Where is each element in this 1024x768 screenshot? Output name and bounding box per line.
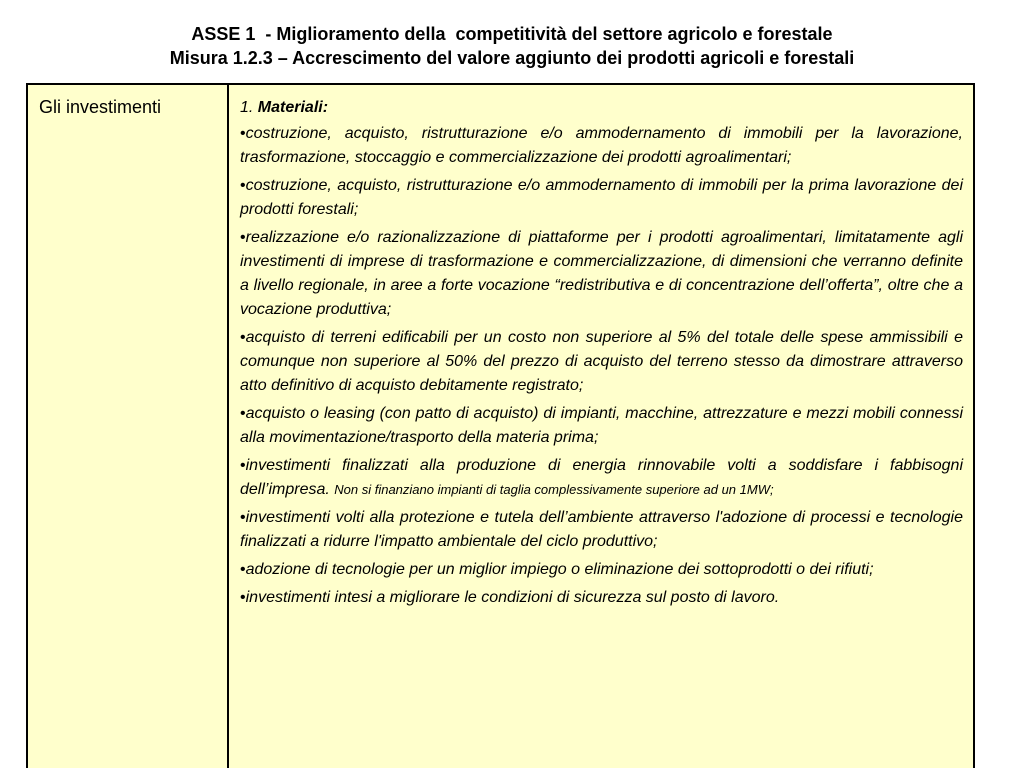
content-table [26, 83, 975, 768]
list-item-text: costruzione, acquisto, ristrutturazione e/o ammodernamento di immobili per la lavorazione, trasformazione, stoccaggio e commercializzazione dei prodotti agroalimentari; [240, 125, 963, 166]
title-line-2: Misura 1.2.3 – Accrescimento del valore aggiunto dei prodotti agricoli e forestali [169, 48, 855, 68]
list-item [240, 454, 963, 502]
list-item-text: investimenti finalizzati alla produzione di energia rinnovabile volti a soddisfare i fabbisogni dell’impresa. [240, 457, 963, 498]
list-item [240, 226, 963, 322]
list-item-text: acquisto o leasing (con patto di acquisto) di impianti, macchine, attrezzature e mezzi mobili connessi alla movimentazione/trasporto della materia prima; [240, 405, 963, 446]
section-title: Materiali: [257, 99, 329, 116]
list-item [240, 402, 963, 450]
list-item [240, 586, 963, 610]
list-item-text: investimenti intesi a migliorare le condizioni di sicurezza sul posto di lavoro. [245, 589, 780, 606]
page-title [0, 22, 1024, 70]
list-item [240, 122, 963, 170]
title-line-1: ASSE 1 - Miglioramento della competitività del settore agricolo e forestale [191, 24, 833, 44]
bullet-icon: • [240, 229, 246, 246]
bullet-icon: • [240, 589, 246, 606]
section-number: 1. [240, 99, 254, 116]
list-item-text: realizzazione e/o razionalizzazione di piattaforme per i prodotti agroalimentari, limitatamente agli investimenti di imprese di trasformazione e commercializzazione, di dimensioni che verranno definite a livello regionale, in aree a forte vocazione “redistributiva e di concentrazione dell’offerta”, oltre che a vocazione produttiva; [240, 229, 963, 318]
section-heading [240, 97, 963, 118]
bullet-icon: • [240, 405, 246, 422]
bullet-icon: • [240, 509, 246, 526]
list-item-note: Non si finanziano impianti di taglia complessivamente superiore ad un 1MW; [334, 482, 774, 497]
bullet-icon: • [240, 561, 246, 578]
list-item [240, 506, 963, 554]
bullet-icon: • [240, 177, 246, 194]
label-text: Gli investimenti [39, 97, 162, 117]
bullet-icon: • [240, 329, 246, 346]
content-cell [229, 85, 973, 768]
bullet-icon: • [240, 125, 246, 142]
label-cell [28, 85, 229, 768]
list-item [240, 326, 963, 398]
list-item-text: investimenti volti alla protezione e tutela dell’ambiente attraverso l'adozione di processi e tecnologie finalizzati a ridurre l'impatto ambientale del ciclo produttivo; [240, 509, 963, 550]
list-item-text: costruzione, acquisto, ristrutturazione e/o ammodernamento di immobili per la prima lavorazione dei prodotti forestali; [240, 177, 963, 218]
list-item [240, 558, 963, 582]
list-item-text: acquisto di terreni edificabili per un costo non superiore al 5% del totale delle spese ammissibili e comunque non superiore al 50% del prezzo di acquisto del terreno stesso da dimostrare attraverso atto definitivo di acquisto debitamente registrato; [240, 329, 963, 394]
list-item-text: adozione di tecnologie per un miglior impiego o eliminazione dei sottoprodotti o dei rifiuti; [245, 561, 874, 578]
list-item [240, 174, 963, 222]
bullet-icon: • [240, 457, 246, 474]
